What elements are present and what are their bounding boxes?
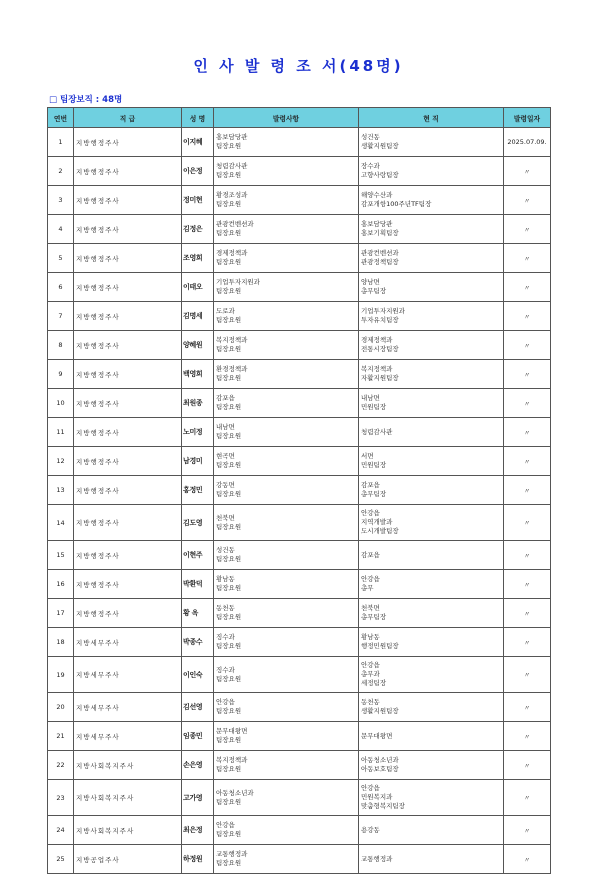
- row-name: 김정은: [182, 215, 214, 244]
- current-position-line: 총무과: [361, 670, 380, 678]
- row-date: 〃: [504, 628, 551, 657]
- row-new-position: [214, 418, 359, 447]
- row-date: 〃: [504, 845, 551, 874]
- row-current-position: [359, 360, 504, 389]
- row-grade: 지방세무주사: [74, 693, 182, 722]
- row-number: 14: [48, 505, 74, 541]
- row-number: 11: [48, 418, 74, 447]
- row-grade: 지방행정주사: [74, 541, 182, 570]
- row-grade: 지방행정주사: [74, 128, 182, 157]
- row-date: 〃: [504, 331, 551, 360]
- new-position-line: 청렴감사관: [216, 162, 248, 170]
- row-name: 김선영: [182, 693, 214, 722]
- new-position-line: 팀장요원: [216, 555, 242, 563]
- new-position-line: 팀장요원: [216, 142, 242, 150]
- row-number: 24: [48, 816, 74, 845]
- row-current-position: [359, 628, 504, 657]
- new-position-line: 팀장요원: [216, 859, 242, 867]
- row-new-position: [214, 751, 359, 780]
- row-number: 13: [48, 476, 74, 505]
- document-title: 인 사 발 령 조 서(48명): [193, 57, 404, 75]
- row-grade: 지방행정주사: [74, 302, 182, 331]
- row-name: 이태오: [182, 273, 214, 302]
- table-row: [48, 186, 551, 215]
- row-date: 〃: [504, 244, 551, 273]
- current-position-line: 감포읍: [361, 481, 380, 489]
- row-current-position: [359, 570, 504, 599]
- current-position-line: 천북면: [361, 604, 380, 612]
- row-new-position: [214, 157, 359, 186]
- table-row: [48, 722, 551, 751]
- current-position-line: 안강읍: [361, 784, 380, 792]
- new-position-line: 팀장요원: [216, 674, 242, 683]
- new-position-line: 팀장요원: [216, 736, 242, 744]
- new-position-line: 팀장요원: [216, 258, 242, 266]
- row-current-position: [359, 541, 504, 570]
- row-grade: 지방사회복지주사: [74, 816, 182, 845]
- row-number: 9: [48, 360, 74, 389]
- new-position-line: 아동청소년과: [216, 788, 254, 797]
- row-number: 25: [48, 845, 74, 874]
- current-position-line: 자활지원팀장: [361, 374, 399, 382]
- current-position-line: 성건동: [361, 133, 380, 141]
- row-date: 〃: [504, 302, 551, 331]
- row-number: 16: [48, 570, 74, 599]
- row-grade: 지방행정주사: [74, 331, 182, 360]
- row-new-position: [214, 599, 359, 628]
- current-position-line: 민원팀장: [361, 403, 387, 411]
- row-grade: 지방행정주사: [74, 447, 182, 476]
- row-current-position: [359, 447, 504, 476]
- row-current-position: [359, 186, 504, 215]
- new-position-line: 문무대왕면: [216, 727, 248, 735]
- new-position-line: 황경조성과: [216, 191, 248, 199]
- new-position-line: 감포읍: [216, 394, 235, 402]
- section-heading: [49, 93, 122, 105]
- row-grade: 지방행정주사: [74, 505, 182, 541]
- row-new-position: [214, 505, 359, 541]
- current-position-line: 홍보기획팀장: [361, 229, 399, 237]
- table-row: [48, 360, 551, 389]
- row-number: 2: [48, 157, 74, 186]
- row-current-position: [359, 273, 504, 302]
- table-row: [48, 331, 551, 360]
- row-grade: 지방행정주사: [74, 418, 182, 447]
- table-row: [48, 505, 551, 541]
- new-position-line: 팀장요원: [216, 171, 242, 179]
- current-position-line: 맞춤형복지팀장: [361, 802, 405, 810]
- new-position-line: 안강읍: [216, 821, 235, 829]
- row-grade: 지방세무주사: [74, 657, 182, 693]
- row-date: 〃: [504, 273, 551, 302]
- row-number: 18: [48, 628, 74, 657]
- table-row: [48, 128, 551, 157]
- row-date: 〃: [504, 186, 551, 215]
- current-position-line: 복지정책과: [361, 365, 393, 373]
- row-new-position: [214, 628, 359, 657]
- header-date: 발령일자: [504, 108, 551, 128]
- new-position-line: 팀장요원: [216, 229, 242, 237]
- current-position-line: 장수과: [361, 162, 380, 170]
- current-position-line: 총무: [361, 584, 374, 592]
- row-date: 〃: [504, 599, 551, 628]
- table-row: [48, 845, 551, 874]
- table-row: [48, 476, 551, 505]
- row-name: 임종민: [182, 722, 214, 751]
- appointment-table: [47, 107, 551, 874]
- row-name: 양혜원: [182, 331, 214, 360]
- new-position-line: 팀장요원: [216, 707, 242, 715]
- new-position-line: 동천동: [216, 604, 235, 612]
- row-number: 8: [48, 331, 74, 360]
- header-name: 성 명: [182, 108, 214, 128]
- new-position-line: 팀장요원: [216, 461, 242, 469]
- row-new-position: [214, 722, 359, 751]
- row-date: 2025.07.09.: [504, 128, 551, 157]
- row-current-position: [359, 418, 504, 447]
- row-current-position: [359, 157, 504, 186]
- row-current-position: [359, 599, 504, 628]
- row-name: 이은정: [182, 157, 214, 186]
- table-row: [48, 244, 551, 273]
- current-position-line: 경제정책과: [361, 336, 393, 344]
- current-position-line: 용강동: [361, 825, 380, 834]
- row-name: 노미정: [182, 418, 214, 447]
- new-position-line: 황남동: [216, 575, 235, 583]
- row-number: 6: [48, 273, 74, 302]
- current-position-line: 기업투자지원과: [361, 307, 405, 315]
- new-position-line: 팀장요원: [216, 403, 242, 411]
- new-position-line: 팀장요원: [216, 613, 242, 621]
- new-position-line: 팀장요원: [216, 522, 242, 531]
- new-position-line: 팀장요원: [216, 200, 242, 208]
- row-new-position: [214, 816, 359, 845]
- row-name: 남경미: [182, 447, 214, 476]
- row-name: 이현주: [182, 541, 214, 570]
- new-position-line: 관광컨벤션과: [216, 220, 254, 228]
- current-position-line: 민원팀장: [361, 461, 387, 469]
- row-new-position: [214, 302, 359, 331]
- current-position-line: 감포개항100주년TF팀장: [361, 200, 432, 208]
- new-position-line: 도로과: [216, 307, 235, 315]
- new-position-line: 팀장요원: [216, 490, 242, 498]
- row-name: 이인숙: [182, 657, 214, 693]
- row-date: 〃: [504, 505, 551, 541]
- table-row: [48, 657, 551, 693]
- new-position-line: 팀장요원: [216, 584, 242, 592]
- row-date: 〃: [504, 157, 551, 186]
- row-date: 〃: [504, 816, 551, 845]
- row-grade: 지방행정주사: [74, 570, 182, 599]
- row-new-position: [214, 389, 359, 418]
- row-new-position: [214, 541, 359, 570]
- row-name: 백영희: [182, 360, 214, 389]
- row-current-position: [359, 845, 504, 874]
- row-date: 〃: [504, 215, 551, 244]
- row-current-position: [359, 476, 504, 505]
- row-number: 1: [48, 128, 74, 157]
- row-new-position: [214, 244, 359, 273]
- row-current-position: [359, 780, 504, 816]
- row-name: 최원종: [182, 389, 214, 418]
- current-position-line: 행정민원팀장: [361, 642, 399, 650]
- current-position-line: 지역개발과: [361, 518, 393, 526]
- row-current-position: [359, 722, 504, 751]
- row-current-position: [359, 389, 504, 418]
- row-new-position: [214, 476, 359, 505]
- row-number: 4: [48, 215, 74, 244]
- current-position-line: 전통시장팀장: [361, 345, 399, 353]
- new-position-line: 기업투자지원과: [216, 278, 260, 286]
- current-position-line: 아동청소년과: [361, 756, 399, 764]
- current-position-line: 문무대왕면: [361, 731, 393, 740]
- new-position-line: 팀장요원: [216, 765, 242, 773]
- row-name: 정미현: [182, 186, 214, 215]
- row-current-position: [359, 128, 504, 157]
- current-position-line: 안강읍: [361, 575, 380, 583]
- row-number: 21: [48, 722, 74, 751]
- current-position-line: 홍보담당관: [361, 220, 393, 228]
- row-new-position: [214, 657, 359, 693]
- current-position-line: 동천동: [361, 698, 380, 706]
- row-date: 〃: [504, 693, 551, 722]
- row-current-position: [359, 693, 504, 722]
- row-number: 20: [48, 693, 74, 722]
- table-row: [48, 541, 551, 570]
- current-position-line: 아동보호팀장: [361, 765, 399, 773]
- row-date: 〃: [504, 447, 551, 476]
- current-position-line: 도시개발팀장: [361, 527, 399, 535]
- row-grade: 지방행정주사: [74, 476, 182, 505]
- row-date: 〃: [504, 657, 551, 693]
- current-position-line: 양남면: [361, 278, 380, 286]
- row-grade: 지방세무주사: [74, 722, 182, 751]
- table-row: [48, 157, 551, 186]
- current-position-line: 민원복지과: [361, 793, 393, 801]
- new-position-line: 천북면: [216, 513, 235, 522]
- current-position-line: 세정팀장: [361, 679, 387, 687]
- row-new-position: [214, 186, 359, 215]
- row-number: 19: [48, 657, 74, 693]
- table-row: [48, 751, 551, 780]
- current-position-line: 해양수산과: [361, 191, 393, 199]
- new-position-line: 성건동: [216, 546, 235, 554]
- section-heading-text: □ 팀장보직 : 48명: [49, 95, 123, 105]
- row-number: 15: [48, 541, 74, 570]
- new-position-line: 팀장요원: [216, 830, 242, 838]
- new-position-line: 팀장요원: [216, 374, 242, 382]
- row-new-position: [214, 215, 359, 244]
- row-grade: 지방공업주사: [74, 845, 182, 874]
- row-number: 23: [48, 780, 74, 816]
- row-date: 〃: [504, 476, 551, 505]
- row-name: 홍정민: [182, 476, 214, 505]
- row-name: 하정원: [182, 845, 214, 874]
- row-date: 〃: [504, 751, 551, 780]
- table-row: [48, 418, 551, 447]
- header-current-position: 현 직: [359, 108, 504, 128]
- row-number: 7: [48, 302, 74, 331]
- new-position-line: 경제정책과: [216, 249, 248, 257]
- row-grade: 지방사회복지주사: [74, 751, 182, 780]
- row-grade: 지방사회복지주사: [74, 780, 182, 816]
- row-number: 5: [48, 244, 74, 273]
- new-position-line: 팀장요원: [216, 316, 242, 324]
- current-position-line: 총무팀장: [361, 490, 387, 498]
- row-current-position: [359, 331, 504, 360]
- new-position-line: 강동면: [216, 481, 235, 489]
- current-position-line: 감포읍: [361, 550, 380, 559]
- current-position-line: 황남동: [361, 633, 380, 641]
- table-row: [48, 215, 551, 244]
- new-position-line: 팀장요원: [216, 345, 242, 353]
- row-new-position: [214, 845, 359, 874]
- row-name: 김명세: [182, 302, 214, 331]
- table-row: [48, 628, 551, 657]
- row-date: 〃: [504, 722, 551, 751]
- row-new-position: [214, 128, 359, 157]
- row-current-position: [359, 505, 504, 541]
- table-row: [48, 780, 551, 816]
- row-current-position: [359, 244, 504, 273]
- new-position-line: 팀장요원: [216, 432, 242, 440]
- table-row: [48, 570, 551, 599]
- row-name: 최은정: [182, 816, 214, 845]
- row-grade: 지방세무주사: [74, 628, 182, 657]
- row-grade: 지방행정주사: [74, 599, 182, 628]
- table-body: [48, 128, 551, 874]
- row-name: 박종수: [182, 628, 214, 657]
- row-name: 고가영: [182, 780, 214, 816]
- new-position-line: 현곡면: [216, 452, 235, 460]
- current-position-line: 청렴감사관: [361, 427, 393, 436]
- row-name: 김도영: [182, 505, 214, 541]
- row-name: 황 옥: [182, 599, 214, 628]
- row-number: 3: [48, 186, 74, 215]
- current-position-line: 내남면: [361, 394, 380, 402]
- current-position-line: 투자유치팀장: [361, 316, 399, 324]
- table-row: [48, 693, 551, 722]
- new-position-line: 징수과: [216, 665, 235, 674]
- current-position-line: 총무팀장: [361, 287, 387, 295]
- row-date: 〃: [504, 541, 551, 570]
- row-current-position: [359, 215, 504, 244]
- new-position-line: 교통행정과: [216, 850, 248, 858]
- new-position-line: 복지정책과: [216, 336, 248, 344]
- new-position-line: 팀장요원: [216, 287, 242, 295]
- current-position-line: 총무팀장: [361, 613, 387, 621]
- table-row: [48, 816, 551, 845]
- row-grade: 지방행정주사: [74, 157, 182, 186]
- row-new-position: [214, 447, 359, 476]
- row-name: 박환덕: [182, 570, 214, 599]
- new-position-line: 홍보담당관: [216, 133, 248, 141]
- row-date: 〃: [504, 360, 551, 389]
- table-row: [48, 389, 551, 418]
- row-name: 손은영: [182, 751, 214, 780]
- current-position-line: 안강읍: [361, 661, 380, 669]
- row-date: 〃: [504, 418, 551, 447]
- row-grade: 지방행정주사: [74, 186, 182, 215]
- new-position-line: 팀장요원: [216, 797, 242, 806]
- row-name: 조영희: [182, 244, 214, 273]
- row-current-position: [359, 816, 504, 845]
- row-grade: 지방행정주사: [74, 389, 182, 418]
- row-date: 〃: [504, 780, 551, 816]
- row-new-position: [214, 693, 359, 722]
- current-position-line: 관광컨벤션과: [361, 249, 399, 257]
- row-new-position: [214, 331, 359, 360]
- row-date: 〃: [504, 570, 551, 599]
- row-number: 12: [48, 447, 74, 476]
- row-current-position: [359, 302, 504, 331]
- current-position-line: 교통행정과: [361, 854, 393, 863]
- row-number: 22: [48, 751, 74, 780]
- row-new-position: [214, 780, 359, 816]
- row-new-position: [214, 570, 359, 599]
- new-position-line: 안강읍: [216, 698, 235, 706]
- row-grade: 지방행정주사: [74, 244, 182, 273]
- table-row: [48, 302, 551, 331]
- table-row: [48, 599, 551, 628]
- new-position-line: 복지정책과: [216, 756, 248, 764]
- current-position-line: 서면: [361, 452, 374, 460]
- header-new-position: 발령사항: [214, 108, 359, 128]
- row-current-position: [359, 657, 504, 693]
- header-grade: 직 급: [74, 108, 182, 128]
- row-date: 〃: [504, 389, 551, 418]
- new-position-line: 팀장요원: [216, 642, 242, 650]
- current-position-line: 고향사랑팀장: [361, 171, 399, 179]
- table-row: [48, 447, 551, 476]
- row-grade: 지방행정주사: [74, 215, 182, 244]
- row-new-position: [214, 273, 359, 302]
- table-row: [48, 273, 551, 302]
- new-position-line: 내남면: [216, 423, 235, 431]
- table-header-row: [48, 108, 551, 128]
- row-number: 17: [48, 599, 74, 628]
- current-position-line: 생활지원팀장: [361, 707, 399, 715]
- new-position-line: 환경정책과: [216, 365, 248, 373]
- row-grade: 지방행정주사: [74, 273, 182, 302]
- row-name: 이지혜: [182, 128, 214, 157]
- row-new-position: [214, 360, 359, 389]
- current-position-line: 관광정책팀장: [361, 258, 399, 266]
- row-grade: 지방행정주사: [74, 360, 182, 389]
- header-no: 연번: [48, 108, 74, 128]
- row-number: 10: [48, 389, 74, 418]
- row-current-position: [359, 751, 504, 780]
- current-position-line: 안강읍: [361, 509, 380, 517]
- new-position-line: 징수과: [216, 633, 235, 641]
- current-position-line: 생활지원팀장: [361, 142, 399, 150]
